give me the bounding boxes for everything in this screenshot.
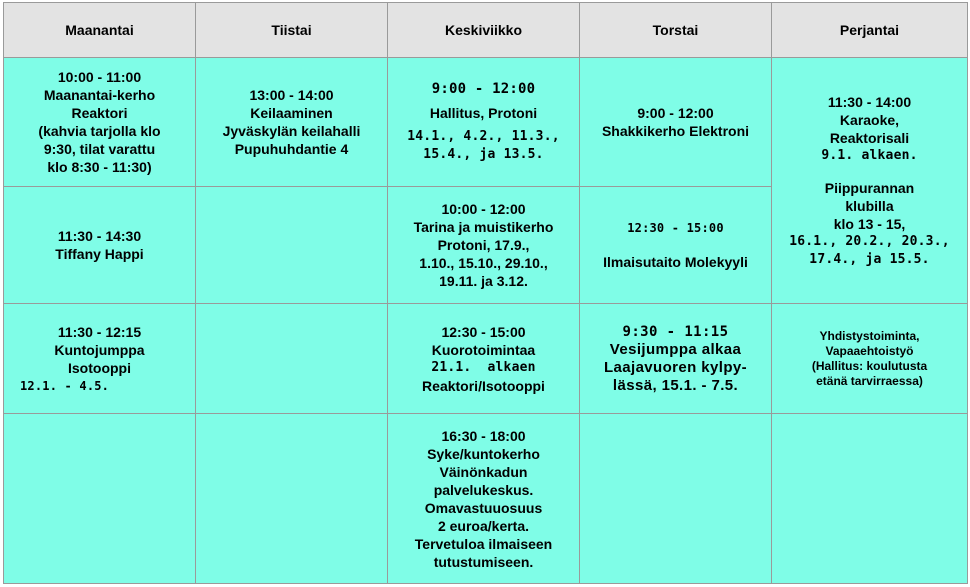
wed4-name: Syke/kuntokerho xyxy=(427,445,540,462)
fri2-dates-2: 17.4., ja 15.5. xyxy=(809,251,930,267)
header-tuesday: Tiistai xyxy=(196,3,388,58)
header-wednesday: Keskiviikko xyxy=(388,3,580,58)
mon3-place: Isotooppi xyxy=(68,359,131,376)
mon1-place: Reaktori xyxy=(71,105,128,121)
header-row xyxy=(4,3,968,58)
cell-mon-row3 xyxy=(4,304,196,414)
wed4-welcome-2: tutustumiseen. xyxy=(433,553,534,570)
schedule-row-4 xyxy=(4,414,968,584)
cell-tue-row4 xyxy=(196,414,388,584)
thu2-name: Ilmaisutaito Molekyyli xyxy=(603,254,748,270)
tue1-address: Pupuhuhdantie 4 xyxy=(234,141,349,157)
wed4-fee-1: Omavastuuosuus xyxy=(424,499,543,516)
fri3-line-1: Yhdistystoiminta, xyxy=(819,328,920,343)
wed1-dates-2: 15.4., ja 13.5. xyxy=(423,147,544,162)
thu3-place-2: lässä, 15.1. - 7.5. xyxy=(612,376,739,394)
fri3-line-2: Vapaaehtoistyö xyxy=(825,343,914,358)
thu3-name: Vesijumppa alkaa xyxy=(609,340,742,358)
fri2-time: klo 13 - 15, xyxy=(833,215,906,232)
schedule-row-1 xyxy=(4,58,968,187)
mon1-note-1: (kahvia tarjolla klo xyxy=(38,123,161,139)
wed2-time: 10:00 - 12:00 xyxy=(441,201,526,217)
wed1-time: 9:00 - 12:00 xyxy=(431,81,536,97)
weekly-schedule-table xyxy=(3,2,968,584)
wed4-place-2: palvelukeskus. xyxy=(433,481,534,498)
cell-wed-row3 xyxy=(388,304,580,414)
wed2-dates-1: Protoni, 17.9., xyxy=(437,237,530,253)
fri2-name-1: Piippurannan xyxy=(824,179,915,196)
tue1-place: Jyväskylän keilahalli xyxy=(222,123,361,139)
wed1-name: Hallitus, Protoni xyxy=(429,105,538,121)
cell-fri-row1-2 xyxy=(772,58,968,304)
cell-tue-row2 xyxy=(196,187,388,304)
tue1-name: Keilaaminen xyxy=(250,105,333,121)
cell-fri-row3 xyxy=(772,304,968,414)
wed3-time: 12:30 - 15:00 xyxy=(441,323,526,340)
cell-tue-row1 xyxy=(196,58,388,187)
header-friday: Perjantai xyxy=(772,3,968,58)
wed2-name: Tarina ja muistikerho xyxy=(413,219,554,235)
wed4-time: 16:30 - 18:00 xyxy=(441,427,526,444)
fri2-dates-1: 16.1., 20.2., 20.3., xyxy=(789,233,950,249)
wed4-welcome-1: Tervetuloa ilmaiseen xyxy=(414,535,553,552)
mon1-note-3: klo 8:30 - 11:30) xyxy=(47,159,152,175)
cell-fri-row4 xyxy=(772,414,968,584)
wed2-dates-2: 1.10., 15.10., 29.10., xyxy=(419,255,548,271)
fri1-place: Reaktorisali xyxy=(829,129,910,146)
mon2-time: 11:30 - 14:30 xyxy=(57,228,142,244)
cell-thu-row2 xyxy=(580,187,772,304)
header-thursday: Torstai xyxy=(580,3,772,58)
header-monday: Maanantai xyxy=(4,3,196,58)
fri1-spacer xyxy=(776,165,963,179)
cell-tue-row3 xyxy=(196,304,388,414)
thu1-name: Shakkikerho Elektroni xyxy=(601,123,750,139)
cell-thu-row4 xyxy=(580,414,772,584)
wed2-dates-3: 19.11. ja 3.12. xyxy=(439,273,528,289)
cell-wed-row2 xyxy=(388,187,580,304)
mon1-time: 10:00 - 11:00 xyxy=(57,69,142,85)
fri1-name: Karaoke, xyxy=(839,111,900,128)
mon1-note-2: 9:30, tilat varattu xyxy=(43,141,156,157)
thu2-spacer xyxy=(584,237,767,253)
fri1-time: 11:30 - 14:00 xyxy=(827,93,912,110)
fri2-name-2: klubilla xyxy=(845,197,894,214)
wed3-place: Reaktori/Isotooppi xyxy=(422,377,545,394)
fri3-line-3: (Hallitus: koulutusta xyxy=(811,358,928,373)
thu3-time: 9:30 - 11:15 xyxy=(622,323,729,340)
mon3-name: Kuntojumppa xyxy=(54,341,145,358)
mon1-name: Maanantai-kerho xyxy=(43,87,156,103)
cell-wed-row1 xyxy=(388,58,580,187)
wed3-name: Kuorotoimintaa xyxy=(431,341,536,358)
wed4-place-1: Väinönkadun xyxy=(439,463,528,480)
mon2-name: Tiffany Happi xyxy=(55,246,144,262)
cell-mon-row4 xyxy=(4,414,196,584)
thu2-time: 12:30 - 15:00 xyxy=(627,221,724,235)
cell-thu-row1 xyxy=(580,58,772,187)
thu3-place-1: Laajavuoren kylpy- xyxy=(603,358,748,376)
wed3-start: 21.1. alkaen xyxy=(431,359,536,375)
thu1-time: 9:00 - 12:00 xyxy=(637,105,714,121)
mon3-dates: 12.1. - 4.5. xyxy=(20,378,110,393)
schedule-row-3 xyxy=(4,304,968,414)
cell-wed-row4 xyxy=(388,414,580,584)
fri3-line-4: etänä tarvirraessa) xyxy=(816,373,923,388)
fri1-start: 9.1. alkaen. xyxy=(821,147,918,163)
cell-mon-row1 xyxy=(4,58,196,187)
wed1-dates-1: 14.1., 4.2., 11.3., xyxy=(407,129,560,144)
cell-thu-row3 xyxy=(580,304,772,414)
cell-mon-row2 xyxy=(4,187,196,304)
wed4-fee-2: 2 euroa/kerta. xyxy=(437,517,530,534)
tue1-time: 13:00 - 14:00 xyxy=(249,87,334,103)
mon3-time: 11:30 - 12:15 xyxy=(57,323,142,340)
